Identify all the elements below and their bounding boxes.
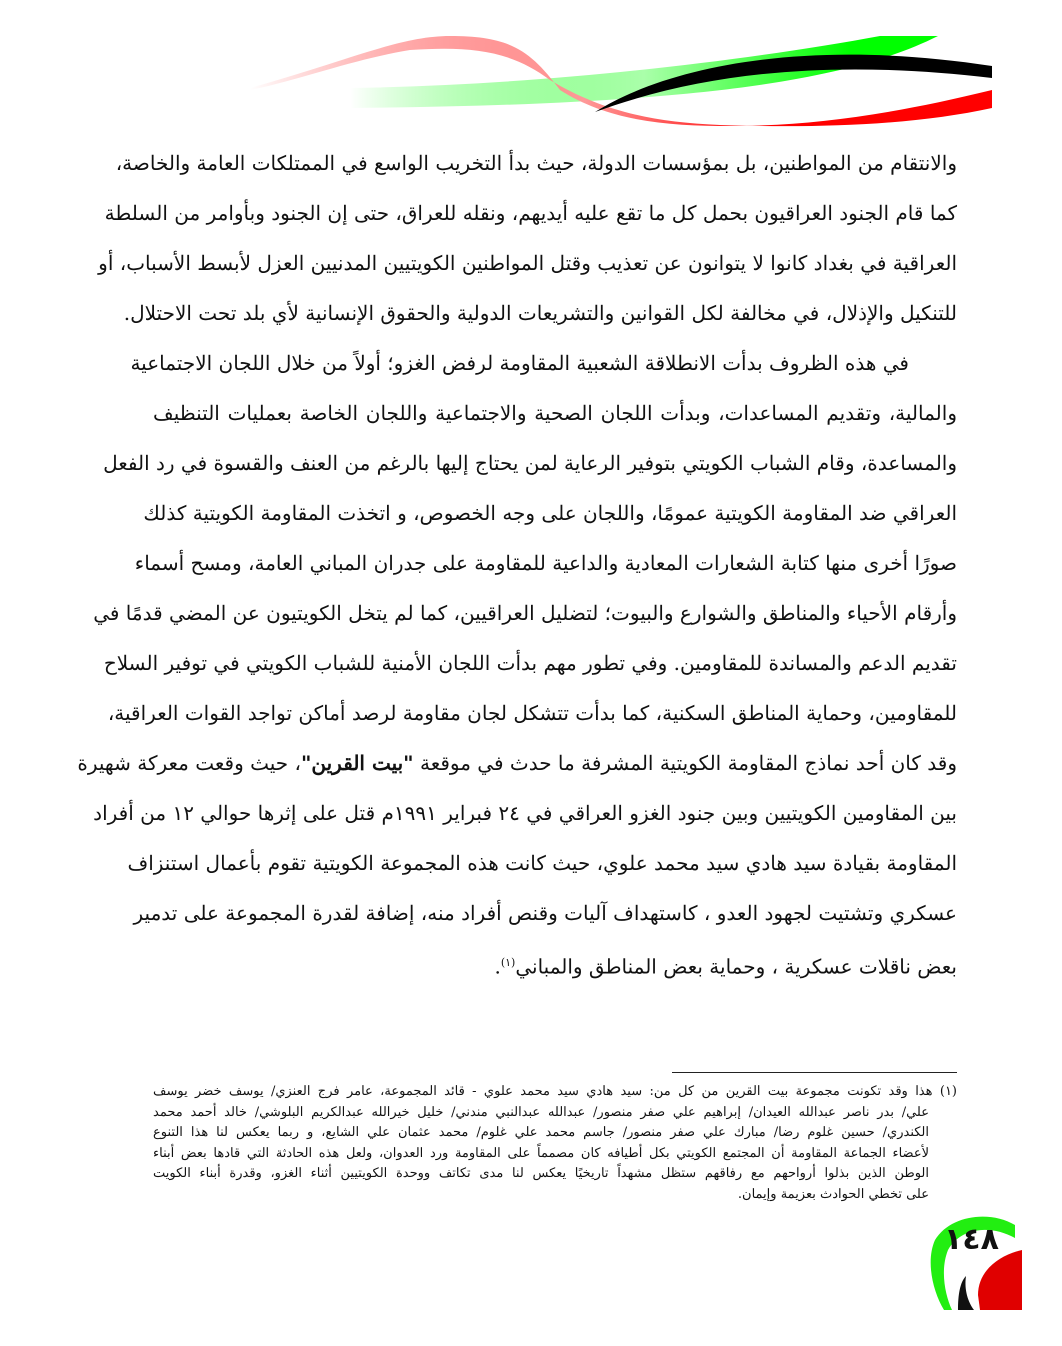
text-line: بين المقاومين الكويتيين وبين جنود الغزو العراقي في ٢٤ فبراير ١٩٩١م قتل على إثرها حوالي ١٢ من أفراد bbox=[93, 801, 957, 825]
text-line bbox=[153, 940, 957, 990]
footnote-line: الوطن الذين بذلوا أرواحهم مع رفاقهم ستظل مشهداً تاريخيًا يعكس لنا مدى تكاتف ووحدة الكويتيين أثناء الغزو، وقدرة أبناء الكويت bbox=[153, 1166, 929, 1181]
footnote-line: على تخطي الحوادث بعزيمة وإيمان. bbox=[737, 1186, 929, 1202]
text-segment: وقد كان أحد نماذج المقاومة الكويتية المشرفة ما حدث في موقعة bbox=[413, 751, 957, 775]
footnote-line: لأعضاء الجماعة المقاومة أن المجتمع الكويتي بكل أطيافه كان مصمماً على المقاومة ورد العدوان، ولعل هذه الحادثة التي قادها بعض أبناء bbox=[153, 1145, 929, 1161]
footnote-line: (١) هذا وقد تكونت مجموعة بيت القرين من كل من: سيد هادي سيد محمد علوي - قائد المجموعة، عامر فرج العنزي/ يوسف خضر يوسف bbox=[153, 1084, 957, 1099]
text-line: للمقاومين، وحماية المناطق السكنية، كما بدأت تتشكل لجان مقاومة لرصد أماكن تواجد القوات العراقية، bbox=[107, 701, 957, 725]
footnote-line: علي/ بدر ناصر عبدالله العيدان/ إبراهيم علي صفر منصور/ عبدالله عبدالنبي مندني/ خليل خيرالله عبدالكريم البلوشي/ خالد أحمد محمد bbox=[153, 1104, 929, 1120]
text-line: العراقي ضد المقاومة الكويتية عمومًا، واللجان على وجه الخصوص، و اتخذت المقاومة الكويتية كذلك bbox=[143, 501, 957, 525]
flag-ribbon-decoration bbox=[250, 30, 1062, 140]
text-line: وأرقام الأحياء والمناطق والشوارع والبيوت؛ لتضليل العراقيين، كما لم يتخل الكويتيون عن المضي قدمًا في bbox=[93, 601, 957, 625]
footnote-line: الكندري/ حسين غلوم رضا/ مبارك علي صفر منصور/ جاسم محمد علي غلوم/ محمد عثمان علي الشايع، و ربما يعكس لنا هذا التنوع bbox=[153, 1125, 929, 1140]
text-line: المقاومة بقيادة سيد هادي سيد محمد علوي، حيث كانت هذه المجموعة الكويتية تقوم بأعمال استنزاف bbox=[127, 851, 957, 875]
text-line: والانتقام من المواطنين، بل بمؤسسات الدولة، حيث بدأ التخريب الواسع في الممتلكات العامة والخاصة، bbox=[115, 151, 957, 175]
page-number: ١٤٨ bbox=[944, 1222, 999, 1257]
footnote-reference[interactable]: (١) bbox=[500, 956, 516, 969]
text-line: والمالية، وتقديم المساعدات، وبدأت اللجان الصحية والاجتماعية واللجان الخاصة بعمليات التنظيف bbox=[153, 401, 957, 425]
text-line: عسكري وتشتيت لجهود العدو ، كاستهداف آليات وقنص أفراد منه، إضافة لقدرة المجموعة على تدمير bbox=[133, 901, 957, 925]
body-text bbox=[77, 140, 957, 990]
red-circle bbox=[978, 1250, 1022, 1310]
text-line: العراقية في بغداد كانوا لا يتوانون عن تعذيب وقتل المواطنين الكويتيين المدنيين العزل لأبسط الأسباب، أو bbox=[98, 251, 957, 275]
text-line: كما قام الجنود العراقيون بحمل كل ما تقع عليه أيديهم، ونقله للعراق، حتى إن الجنود وبأوامر من السلطة bbox=[104, 201, 957, 225]
black-shape bbox=[958, 1276, 974, 1310]
text-segment: ، حيث وقعت معركة شهيرة bbox=[77, 751, 301, 775]
text-line: في هذه الظروف بدأت الانطلاقة الشعبية المقاومة لرفض الغزو؛ أولاً من خلال اللجان الاجتماعية bbox=[130, 351, 909, 375]
text-line: والمساعدة، وقام الشباب الكويتي بتوفير الرعاية لمن يحتاج إليها بالرغم من العنف والقسوة في رد الفعل bbox=[103, 451, 957, 475]
text-line: تقديم الدعم والمساندة للمقاومين. وفي تطور مهم بدأت اللجان الأمنية للشباب الكويتي في توفير السلاح bbox=[103, 651, 957, 675]
footnote bbox=[153, 1082, 957, 1205]
footnote-divider bbox=[672, 1072, 957, 1073]
text-segment: . bbox=[494, 954, 501, 979]
text-line: للتنكيل والإذلال، في مخالفة لكل القوانين والتشريعات الدولية والحقوق الإنسانية لأي بلد تحت الاحتلال. bbox=[123, 301, 957, 325]
text-line: صورًا أخرى منها كتابة الشعارات المعادية والداعية للمقاومة على جدران المباني العامة، ومسح أسماء bbox=[134, 551, 957, 575]
text-line bbox=[77, 740, 957, 790]
bold-place-name: "بيت القرين" bbox=[300, 751, 414, 775]
text-segment: بعض ناقلات عسكرية ، وحماية بعض المناطق والمباني bbox=[515, 954, 957, 979]
